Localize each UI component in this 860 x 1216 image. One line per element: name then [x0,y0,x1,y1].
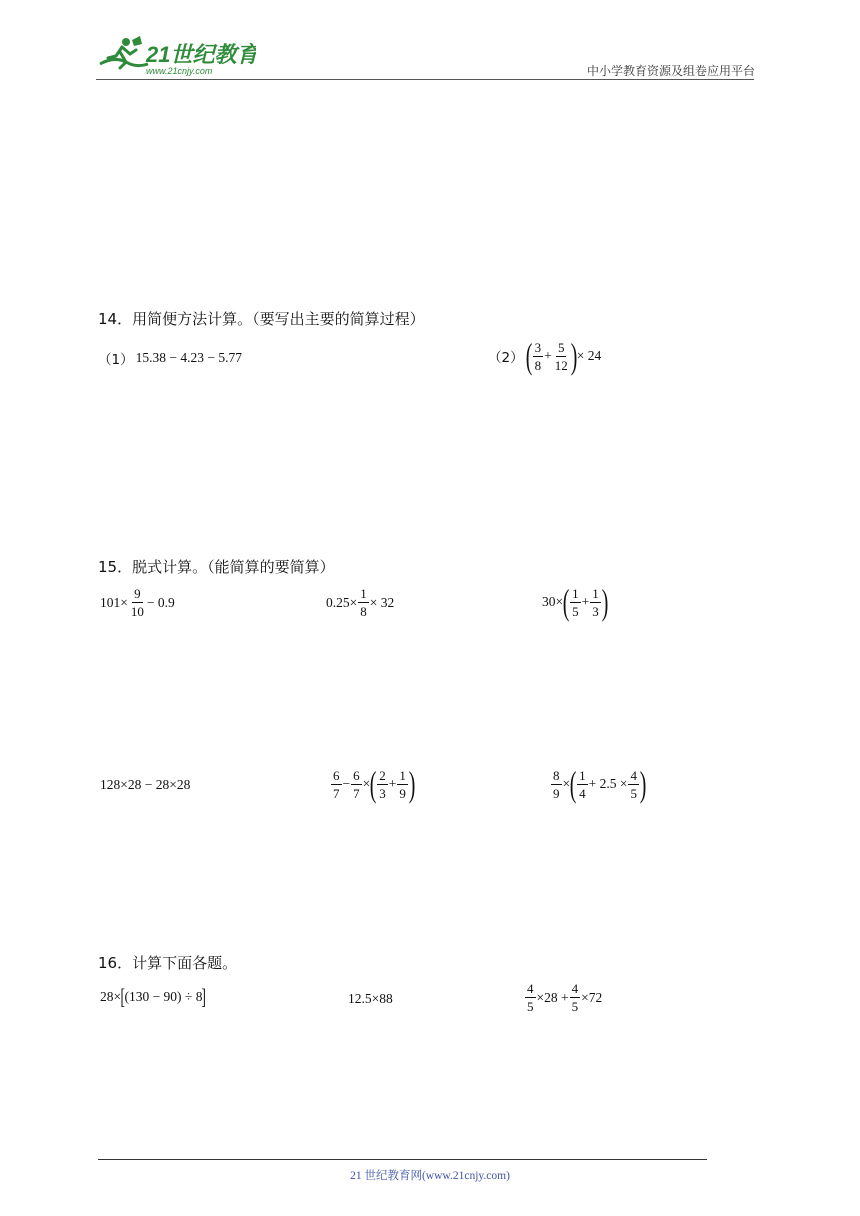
q16-expr-1: 28× [ (130 − 90) ÷ 8 ] [100,984,207,1009]
q16-title: 16．计算下面各题。 [98,954,238,972]
fraction: $\frac{1}{8}$ [360,586,367,619]
fraction: $\frac{4}{5}$ [630,767,637,801]
fraction: $\frac{5}{12}$ [554,339,568,373]
fraction: $\frac{3}{8}$ [534,339,542,373]
fraction: $\frac{6}{7}$ [353,767,360,801]
svg-text:www.21cnjy.com: www.21cnjy.com [146,66,213,76]
q14-part1-label: （1） [98,352,134,368]
header-divider [96,79,754,80]
q15-expr-3: 30× ( $\frac{1}{5}$ + $\frac{1}{3}$ ) [542,582,609,622]
q14-part2-label: （2） [488,350,524,366]
fraction: $\frac{1}{9}$ [399,767,406,801]
fraction: $\frac{1}{3}$ [592,585,599,619]
left-paren: ( [525,336,532,376]
right-paren: ) [570,336,578,376]
q15-expr-5: $\frac{6}{7}$ − $\frac{6}{7}$ × ( $\frac{2}{3}$ + $\frac{1}{9}$ ) [333,764,416,804]
q15-title: 15．脱式计算。（能简算的要简算） [98,558,335,576]
fraction: $\frac{9}{10}$ [130,586,144,619]
q14-part1-expr: 15.38 − 4.23 − 5.77 [135,350,242,365]
operator: + [544,348,552,363]
footer-link[interactable]: 21 世纪教育网(www.21cnjy.com) [350,1170,510,1182]
q16-expr-2: 12.5×88 [348,991,393,1006]
fraction: $\frac{1}{4}$ [579,767,586,801]
q15-expr-1: 101× $\frac{9}{10}$ − 0.9 [100,586,175,619]
q14-title: 14．用简便方法计算。（要写出主要的简算过程） [98,310,425,328]
fraction: $\frac{8}{9}$ [553,767,560,801]
fraction: $\frac{6}{7}$ [333,767,340,801]
q16-expr-3: $\frac{4}{5}$ ×28 + $\frac{4}{5}$ ×72 [527,981,603,1014]
q14-part1 [98,348,242,368]
q15-expr-6: $\frac{8}{9}$ × ( $\frac{1}{4}$ + 2.5 × $\frac{4}{5}$ ) [553,764,647,804]
q15-expr-4: 128×28 − 28×28 [100,777,191,792]
fraction: $\frac{2}{3}$ [379,767,386,801]
fraction: $\frac{4}{5}$ [571,981,579,1014]
footer-divider [98,1159,707,1160]
svg-text:21世纪教育: 21世纪教育 [146,42,256,67]
header-platform-text: 中小学教育资源及组卷应用平台 [586,64,755,78]
q14-part2 [488,338,601,374]
q14-part2-tail: × 24 [576,348,602,363]
site-logo [96,34,256,78]
runner-logo-icon [96,34,256,78]
q15-expr-2: 0.25× $\frac{1}{8}$ × 32 [326,586,395,619]
fraction: $\frac{1}{5}$ [572,585,579,619]
fraction: $\frac{4}{5}$ [527,981,534,1014]
